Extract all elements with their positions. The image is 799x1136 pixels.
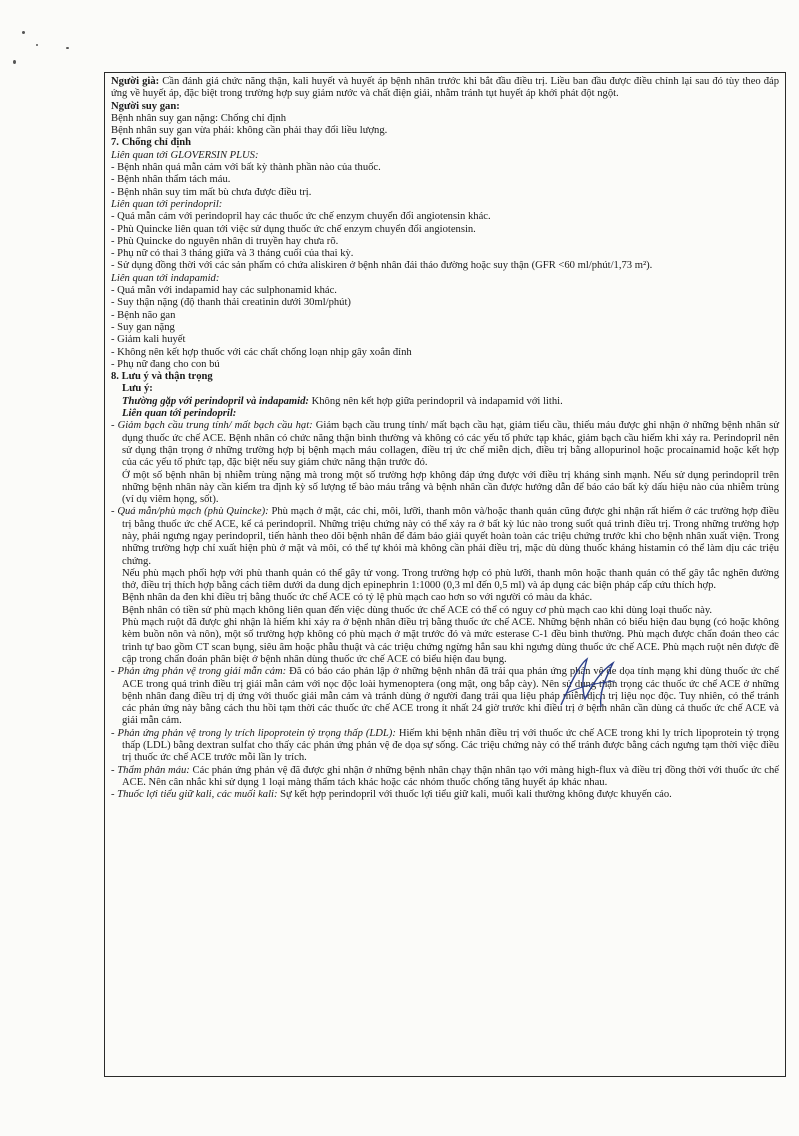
list-item: - Phụ nữ đang cho con bú — [111, 358, 220, 370]
list-item: - Suy gan nặng — [111, 321, 175, 333]
list-item: - Bệnh nhân suy tim mất bù chưa được điều trị. — [111, 186, 312, 198]
paragraph: Bệnh nhân da đen khi điều trị bằng thuốc ức chế ACE có tỷ lệ phù mạch cao hơn so với người có màu da khác. — [122, 592, 593, 604]
subheading: Liên quan tới perindopril: — [122, 408, 237, 420]
text-line: Bệnh nhân suy gan vừa phải: không cần phải thay đổi liều lượng. — [111, 125, 388, 137]
list-item: - Sử dụng đồng thời với các sản phẩm có chứa aliskiren ở bệnh nhân đái tháo đường hoặc suy thận (GFR <60 ml/phút/1,73 m²). — [111, 260, 653, 272]
elderly-note: Người già: Cần đánh giá chức năng thận, kali huyết và huyết áp bệnh nhân trước khi bắt đầu điều trị. Liều ban đầu được điều chỉnh lại sau đó tùy theo đáp ứng về huyết áp, đặc biệt trong trường hợp suy giảm nước và chất điện giải, nhằm tránh tụt huyết áp khởi phát đột ngột. — [111, 76, 780, 100]
paragraph: Ở một số bệnh nhân bị nhiễm trùng nặng mà trong một số trường hợp không đáp ứng được với điều trị kháng sinh mạnh. Nếu sử dụng perindopril trên những bệnh nhân này cần kiểm tra định kỳ số lượng tế bào máu trắng và bệnh nhân cần được hướng dẫn để báo cáo bất kỳ dấu hiệu nào của nhiễm trùng (ví dụ viêm họng, sốt). — [122, 469, 779, 506]
subheading: Liên quan tới indapamid: — [111, 272, 220, 284]
content-frame — [104, 72, 786, 1077]
list-item: - Bệnh não gan — [111, 309, 176, 321]
list-item: - Giảm kali huyết — [111, 334, 186, 346]
text-line: Bệnh nhân suy gan nặng: Chống chỉ định — [111, 112, 287, 124]
angioedema-item: - Quá mẫn/phù mạch (phù Quincke): Phù mạch ở mặt, các chi, môi, lưỡi, thanh môn và/hoặc thanh quản cũng được ghi nhận rất hiếm ở các trường hợp điều trị bằng thuốc ức chế ACE, kể cả perindopril. Những triệu chứng này có thể xảy ra ở bất kỳ lúc nào trong suốt quá trình điều trị. Trong những trường hợp này, phải ngưng ngay perindopril, tiến hành theo dõi bệnh nhân để đảm bảo giải quyết hoàn toàn các triệu chứng trước khi cho bệnh nhân xuất viện. Trong những trường hợp chỉ xuất hiện phù ở mặt và môi, có thể tự khỏi mà không cần phải điều trị, mặc dù dùng thuốc kháng histamin có thể làm dịu các triệu chứng. — [111, 506, 779, 567]
list-item: - Phù Quincke do nguyên nhân di truyền hay chưa rõ. — [111, 235, 339, 247]
scan-speck — [36, 44, 38, 46]
list-item: - Không nên kết hợp thuốc với các chất chống loạn nhịp gây xoắn đỉnh — [111, 346, 412, 358]
handwritten-signature — [553, 653, 623, 713]
common-note: Thường gặp với perindopril và indapamid: Không nên kết hợp giữa perindopril và indapamid với lithi. — [122, 395, 563, 407]
paragraph: Phù mạch ruột đã được ghi nhận là hiếm khi xảy ra ở bệnh nhân điều trị bằng thuốc ức chế ACE. Những bệnh nhân có biểu hiện đau bụng (có hoặc không kèm buồn nôn và nôn), một số trường hợp không có phù mạch ở mặt trước đó và mức esterase C-1 đều bình thường. Phù mạch được chẩn đoán theo các trình tự bao gồm CT scan bụng, siêu âm hoặc phẫu thuật và các triệu chứng ngừng hẳn sau khi ngưng dùng thuốc ức chế ACE. Phù mạch ruột nên được đề cập trong chẩn đoán phân biệt ở bệnh nhân dùng thuốc ức chế ACE có biểu hiện đau bụng. — [122, 617, 779, 665]
subheading: Liên quan tới GLOVERSIN PLUS: — [111, 149, 259, 161]
list-item: - Bệnh nhân quá mẫn cảm với bất kỳ thành phần nào của thuốc. — [111, 162, 381, 174]
scan-speck — [22, 31, 25, 34]
potassium-item: - Thuốc lợi tiểu giữ kali, các muối kali: Sự kết hợp perindopril với thuốc lợi tiểu giữ kali, muối kali thường không được khuyến cáo. — [111, 789, 672, 801]
note-heading: Lưu ý: — [122, 383, 153, 395]
scan-speck — [66, 47, 69, 49]
anaphylaxis-desensitization-item: - Phản ứng phản vệ trong giải mẫn cảm: Đã có báo cáo phản lập ở những bệnh nhân đã trải qua phản ứng phản vệ đe dọa tính mạng khi dùng thuốc ức chế ACE trong quá trình điều trị giải mẫn cảm với nọc độc loài hymenoptera (ong mật, ong bắp cày). Nên sử dụng thận trọng các thuốc ức chế ACE ở những bệnh nhân đang điều trị dị ứng với thuốc giải mẫn cảm và tránh dùng ở người đang trải qua liệu pháp miễn dịch trị liệu nọc độc. Tuy nhiên, có thể tránh các phản ứng này bằng cách thu hồi tạm thời các thuốc ức chế ACE trong ít nhất 24 giờ trước khi điều trị ở bệnh nhân cần dùng cả thuốc ức chế ACE và giải mẫn cảm. — [111, 666, 779, 727]
list-item: - Quá mẫn với indapamid hay các sulphonamid khác. — [111, 285, 337, 297]
paragraph: Nếu phù mạch phối hợp với phù thanh quản có thể gây tử vong. Trong trường hợp có phù lưỡi, thanh môn hoặc thanh quản có thể gây tắc nghẽn đường thở, điều trị thích hợp bằng cách tiêm dưới da dung dịch epinephrin 1:1000 (0,3 ml đến 0,5 ml) và áp dụng các biện pháp cấp cứu thích hợp. — [122, 567, 779, 592]
paragraph: Bệnh nhân có tiền sử phù mạch không liên quan đến việc dùng thuốc ức chế ACE có thể có nguy cơ phù mạch cao khi dùng loại thuốc này. — [122, 604, 713, 616]
section-7-heading: 7. Chống chỉ định — [111, 137, 192, 149]
anaphylaxis-ldl-item: - Phản ứng phản vệ trong ly trích lipoprotein tỷ trọng thấp (LDL): Hiếm khi bệnh nhân điều trị với thuốc ức chế ACE trong khi ly trích lipoprotein tỷ trọng thấp (LDL) bằng dextran sulfat cho thấy các phản ứng phản vệ đe dọa sự sống. Các triệu chứng này có thể tránh được bằng cách ngưng tạm thời việc điều trị thuốc ức chế ACE trước mỗi lần ly trích. — [111, 727, 779, 764]
subheading: Liên quan tới perindopril: — [111, 198, 223, 210]
list-item: - Phụ nữ có thai 3 tháng giữa và 3 tháng cuối của thai kỳ. — [111, 248, 354, 260]
list-item: - Quá mẫn cảm với perindopril hay các thuốc ức chế enzym chuyển đổi angiotensin khác. — [111, 211, 491, 223]
list-item: - Suy thận nặng (độ thanh thải creatinin dưới 30ml/phút) — [111, 297, 351, 309]
section-8-heading: 8. Lưu ý và thận trọng — [111, 371, 213, 383]
scan-speck — [13, 60, 16, 64]
list-item: - Bệnh nhân thẩm tách máu. — [111, 174, 231, 186]
list-item: - Phù Quincke liên quan tới việc sử dụng thuốc ức chế enzym chuyển đổi angiotensin. — [111, 223, 476, 235]
dialysis-item: - Thẩm phân máu: Các phản ứng phản vệ đã được ghi nhận ở những bệnh nhân chạy thận nhân tạo với màng high-flux và điều trị đồng thời với thuốc ức chế ACE. Nên cân nhắc khi sử dụng 1 loại màng thẩm tách khác hoặc các nhóm thuốc chống tăng huyết áp khác nhau. — [111, 764, 779, 788]
liver-heading: Người suy gan: — [111, 100, 180, 112]
neutropenia-item: - Giảm bạch cầu trung tính/ mất bạch cầu hạt: Giảm bạch cầu trung tính/ mất bạch cầu hạt, giảm tiểu cầu, thiếu máu được ghi nhận ở những bệnh nhân sử dụng thuốc ức chế ACE. Bệnh nhân có chức năng thận bình thường và không có các yếu tố phức tạp khác, giảm bạch cầu hiếm khi xảy ra. Perindopril nên sử dụng thận trọng ở những trường hợp bị bệnh mạch máu collagen, điều trị ức chế miễn dịch, điều trị bằng allopurinol hoặc procainamid hoặc kết hợp của các yếu tố phức tạp, đặc biệt nếu suy giảm chức năng thận trước đó. — [111, 420, 779, 469]
